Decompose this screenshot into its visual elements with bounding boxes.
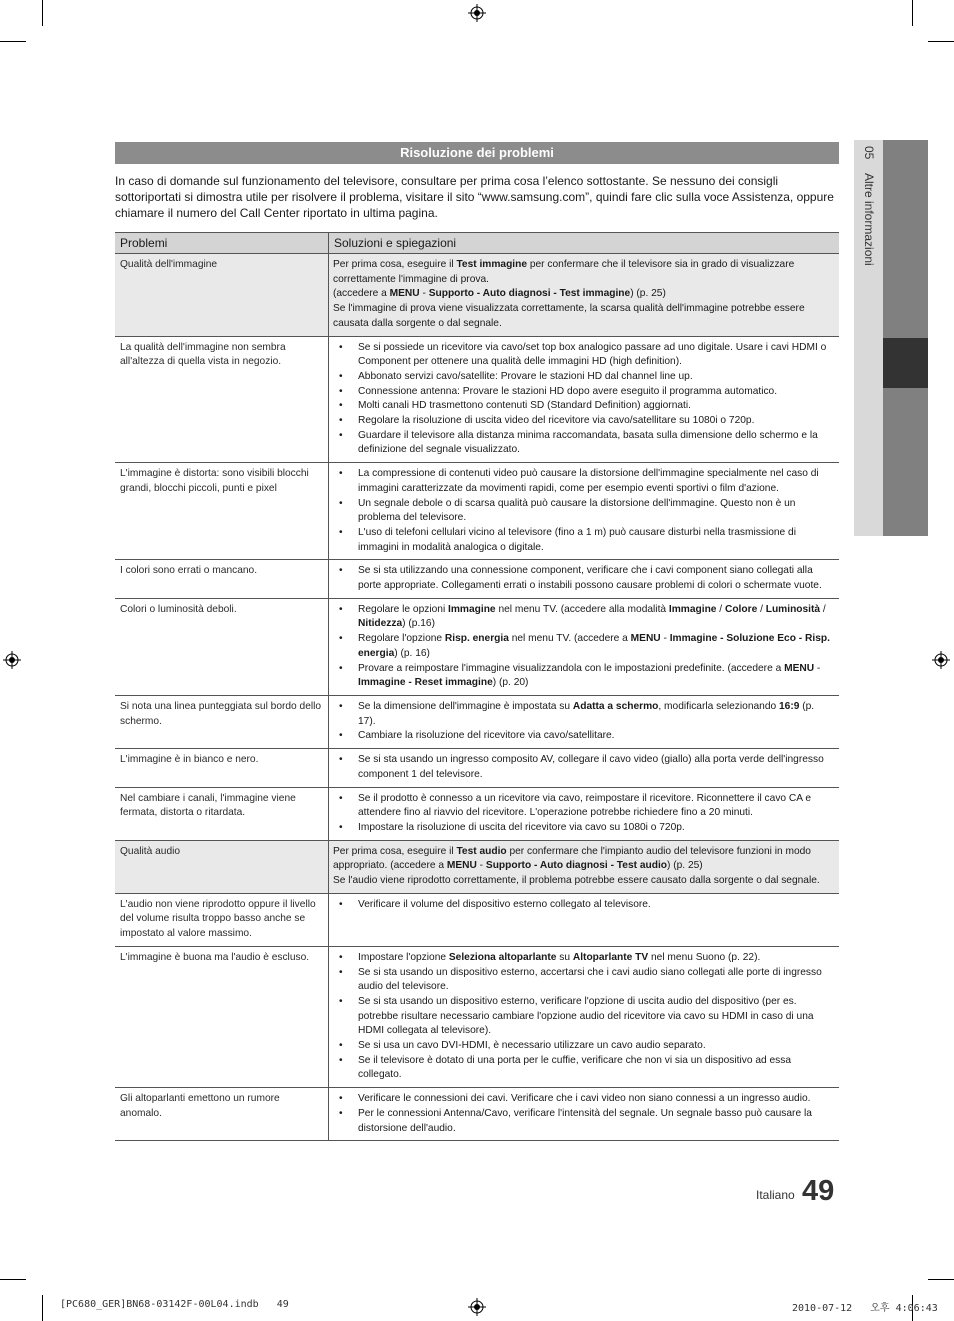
solution-list: [333, 898, 834, 913]
solution-bullet: • Guardare il televisore alla distanza minima raccomandata, basata sulla dimensione dello schermo e la definizione del segnale visualizzato.: [333, 429, 834, 458]
registration-mark-icon: [468, 1298, 486, 1316]
problem-cell: La qualità dell'immagine non sembra all'altezza di quella vista in negozio.: [115, 336, 329, 463]
solution-bullet: • Se il televisore è dotato di una porta per le cuffie, verificare che non vi sia un dispositivo ad essa collegato.: [333, 1054, 834, 1083]
solution-paragraph: Se l'immagine di prova viene visualizzata correttamente, la scarsa qualità dell'immagine potrebbe essere causata dalla sorgente o dal segnale.: [333, 303, 805, 329]
solution-bullet: • Cambiare la risoluzione del ricevitore via cavo/satellitare.: [333, 729, 834, 744]
solution-bullet: • Se si sta utilizzando una connessione component, verificare che i cavi component siano collegati alla porte appropriate. Collegamenti errati o instabili possono causare problemi di colori o schermate vuote.: [333, 564, 834, 593]
column-header-problems: Problemi: [115, 233, 329, 254]
chapter-tab-bottom: [883, 388, 928, 536]
column-header-solutions: Soluzioni e spiegazioni: [329, 233, 840, 254]
table-row: [115, 336, 839, 463]
crop-mark: [42, 1295, 43, 1321]
crop-mark: [42, 0, 43, 26]
chapter-number: 05: [862, 146, 876, 160]
problem-cell: Qualità audio: [115, 840, 329, 893]
solution-bullet: • Connessione antenna: Provare le stazioni HD dopo avere eseguito il programma automatico.: [333, 385, 834, 400]
solution-bullet: • Se la dimensione dell'immagine è impostata su Adatta a schermo, modificarla selezionando 16:9 (p. 17).: [333, 700, 834, 729]
table-row: [115, 787, 839, 840]
solution-bullet: • Verificare le connessioni dei cavi. Verificare che i cavi video non siano connessi a un ingresso audio.: [333, 1092, 834, 1107]
crop-mark: [928, 41, 954, 42]
chapter-title: Altre informazioni: [862, 172, 876, 266]
solution-cell: [329, 893, 840, 946]
solution-paragraph: Se l'audio viene riprodotto correttamente, il problema potrebbe essere causato dalla sorgente o dal segnale.: [333, 875, 820, 887]
problem-cell: L'immagine è buona ma l'audio è escluso.: [115, 946, 329, 1087]
solution-paragraph: Per prima cosa, eseguire il Test audio per confermare che l'impianto audio del televisore funzioni in modo appropriato. (accedere a MENU - Supporto - Auto diagnosi - Test audio) (p. 25): [333, 845, 811, 872]
crop-mark: [0, 41, 26, 42]
table-row: [115, 1088, 839, 1141]
solution-cell: [329, 336, 840, 463]
problem-cell: L'immagine è in bianco e nero.: [115, 749, 329, 787]
solution-cell: [329, 749, 840, 787]
crop-mark: [928, 1279, 954, 1280]
solution-list: [333, 1092, 834, 1136]
solution-bullet: • Un segnale debole o di scarsa qualità può causare la distorsione dell'immagine. Questo non è un problema del televisore.: [333, 497, 834, 526]
solution-list: [333, 753, 834, 782]
crop-mark: [0, 1279, 26, 1280]
intro-paragraph: In caso di domande sul funzionamento del televisore, consultare per prima cosa l’elenco sottostante. Se nessuno dei consigli sottoriportati si dimostra utile per risolvere il problema, visitare il sito “www.samsung.com”, quindi fare clic sulla voce Assistenza, oppure chiamare il numero del Call Center riportato in ultima pagina.: [115, 174, 834, 220]
solution-cell: [329, 463, 840, 560]
table-row: [115, 463, 839, 560]
table-row: [115, 254, 839, 337]
solution-bullet: • Molti canali HD trasmettono contenuti SD (Standard Definition) aggiornati.: [333, 399, 834, 414]
solution-list: [333, 792, 834, 836]
solution-bullet: • La compressione di contenuti video può causare la distorsione dell'immagine specialmente nel caso di immagini caratterizzate da movimenti rapidi, come per esempio eventi sportivi o film d'azione.: [333, 467, 834, 496]
chapter-tab-active: [883, 338, 928, 388]
solution-bullet: • Se si sta usando un dispositivo esterno, accertarsi che i cavi audio siano collegati alle porte di ingresso audio del televisore.: [333, 966, 834, 995]
crop-mark: [912, 0, 913, 26]
solution-bullet: • Impostare l'opzione Seleziona altoparlante su Altoparlante TV nel menu Suono (p. 22).: [333, 951, 834, 966]
table-row: [115, 840, 839, 893]
problem-cell: L'audio non viene riprodotto oppure il livello del volume risulta troppo basso anche se impostato al valore massimo.: [115, 893, 329, 946]
solution-cell: [329, 254, 840, 337]
solution-cell: [329, 840, 840, 893]
table-row: [115, 695, 839, 748]
solution-bullet: • Se il prodotto è connesso a un ricevitore via cavo, reimpostare il ricevitore. Riconnettere il cavo CA e attendere fino al riavvio del ricevitore. L'operazione potrebbe richiedere fino a 20 minuti.: [333, 792, 834, 821]
solution-cell: [329, 560, 840, 598]
solution-bullet: • Se si possiede un ricevitore via cavo/set top box analogico passare ad uno digitale. Usare i cavi HDMI o Component per ottenere una qualità delle immagini HD (high definition).: [333, 341, 834, 370]
print-imprint-file: [PC680_GER]BN68-03142F-00L04.indb 49: [60, 1299, 289, 1310]
registration-mark-icon: [3, 651, 21, 669]
solution-list: [333, 951, 834, 1083]
solution-bullet: • L'uso di telefoni cellulari vicino al televisore (fino a 1 m) può causare disturbi nella trasmissione di immagini in modalità analogica o digitale.: [333, 526, 834, 555]
problem-cell: Si nota una linea punteggiata sul bordo dello schermo.: [115, 695, 329, 748]
solution-list: [333, 341, 834, 459]
solution-bullet: • Regolare l'opzione Risp. energia nel menu TV. (accedere a MENU - Immagine - Soluzione Eco - Risp. energia) (p. 16): [333, 632, 834, 661]
table-header-row: [115, 233, 839, 254]
page-number: 49: [802, 1175, 835, 1207]
solution-bullet: • Impostare la risoluzione di uscita del ricevitore via cavo su 1080i o 720p.: [333, 821, 834, 836]
solution-bullet: • Se si sta usando un ingresso composito AV, collegare il cavo video (giallo) alla porta verde dell'ingresso component 1 del televisore.: [333, 753, 834, 782]
chapter-label: [860, 146, 876, 275]
solution-list: [333, 700, 834, 744]
problem-cell: Qualità dell'immagine: [115, 254, 329, 337]
solution-bullet: • Verificare il volume del dispositivo esterno collegato al televisore.: [333, 898, 834, 913]
problem-cell: Nel cambiare i canali, l'immagine viene fermata, distorta o ritardata.: [115, 787, 329, 840]
solution-bullet: • Per le connessioni Antenna/Cavo, verificare l'intensità del segnale. Un segnale basso può causare la distorsione dell'audio.: [333, 1107, 834, 1136]
solution-bullet: • Provare a reimpostare l'immagine visualizzandola con le impostazioni predefinite. (accedere a MENU - Immagine - Reset immagine) (p. 20): [333, 662, 834, 691]
solution-list: [333, 603, 834, 691]
registration-mark-icon: [932, 651, 950, 669]
solution-bullet: • Regolare la risoluzione di uscita video del ricevitore via cavo/satellitare su 1080i o 720p.: [333, 414, 834, 429]
troubleshooting-table: [115, 232, 839, 1141]
section-title: Risoluzione dei problemi: [115, 142, 839, 164]
table-row: [115, 560, 839, 598]
solution-list: [333, 467, 834, 555]
solution-paragraph: (accedere a MENU - Supporto - Auto diagnosi - Test immagine) (p. 25): [333, 288, 666, 300]
solution-cell: [329, 1088, 840, 1141]
table-row: [115, 893, 839, 946]
solution-paragraph: Per prima cosa, eseguire il Test immagine per confermare che il televisore sia in grado di visualizzare correttamente l'immagine di prova.: [333, 259, 795, 285]
problem-cell: Gli altoparlanti emettono un rumore anomalo.: [115, 1088, 329, 1141]
solution-bullet: • Regolare le opzioni Immagine nel menu TV. (accedere alla modalità Immagine / Colore / Luminosità / Nitidezza) (p.16): [333, 603, 834, 632]
table-body: [115, 254, 839, 1141]
solution-cell: [329, 946, 840, 1087]
table-row: [115, 598, 839, 695]
solution-bullet: • Abbonato servizi cavo/satellite: Provare le stazioni HD dal channel line up.: [333, 370, 834, 385]
chapter-tab-top: [883, 140, 928, 338]
table-row: [115, 946, 839, 1087]
solution-cell: [329, 787, 840, 840]
table-row: [115, 749, 839, 787]
solution-cell: [329, 695, 840, 748]
problem-cell: L'immagine è distorta: sono visibili blocchi grandi, blocchi piccoli, punti e pixel: [115, 463, 329, 560]
print-imprint-date: 2010-07-12 오후 4:06:43: [792, 1303, 938, 1314]
problem-cell: Colori o luminosità deboli.: [115, 598, 329, 695]
solution-cell: [329, 598, 840, 695]
footer-language: Italiano: [756, 1188, 795, 1202]
solution-list: [333, 564, 834, 593]
solution-bullet: • Se si usa un cavo DVI-HDMI, è necessario utilizzare un cavo audio separato.: [333, 1039, 834, 1054]
solution-bullet: • Se si sta usando un dispositivo esterno, verificare l'opzione di uscita audio del dispositivo (per es. potrebbe risultare necessario cambiare l'opzione audio del ricevitore via cavo su HDMI in caso di una HDMI collegata al televisore).: [333, 995, 834, 1039]
registration-mark-icon: [468, 4, 486, 22]
problem-cell: I colori sono errati o mancano.: [115, 560, 329, 598]
